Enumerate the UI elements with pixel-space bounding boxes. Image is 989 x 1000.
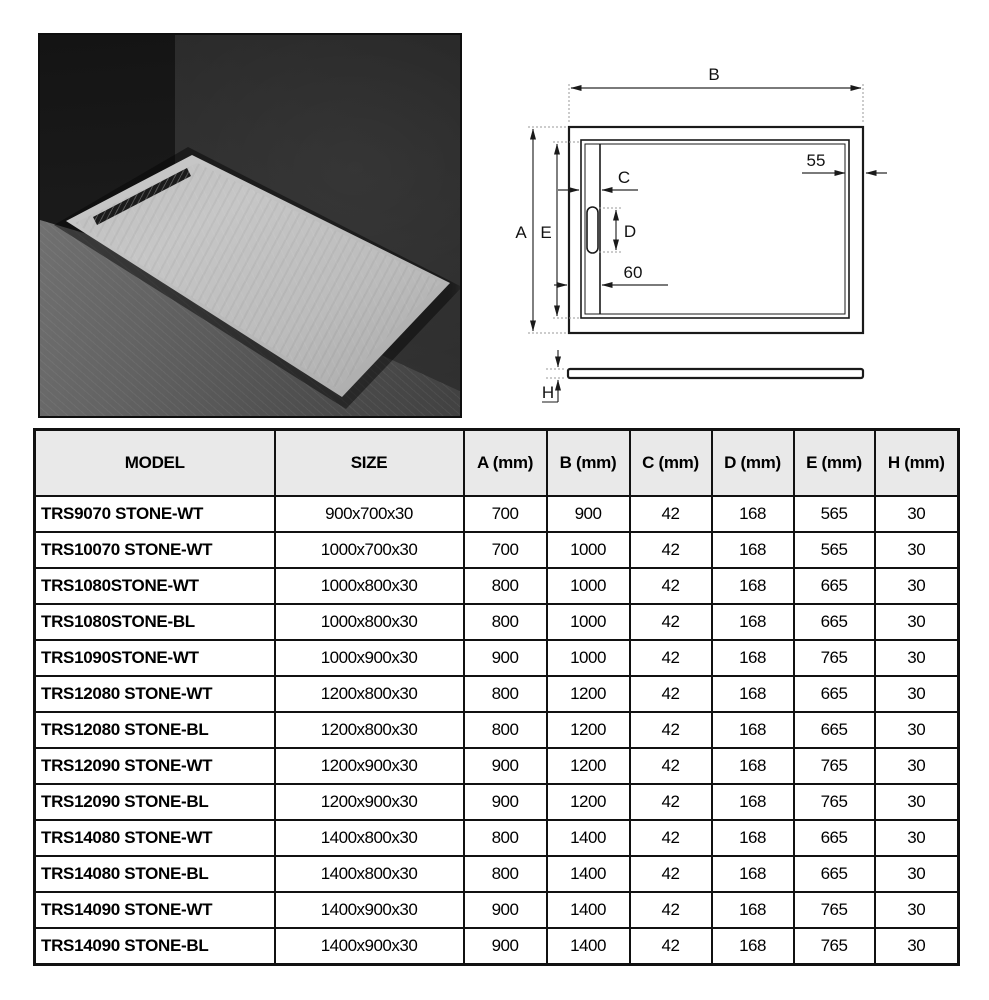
- cell-h: 30: [875, 676, 959, 712]
- cell-b: 900: [547, 496, 630, 532]
- cell-size: 1400x900x30: [275, 892, 464, 928]
- cell-b: 1400: [547, 928, 630, 965]
- cell-c: 42: [630, 748, 712, 784]
- dim-label-C: C: [617, 168, 631, 187]
- cell-h: 30: [875, 928, 959, 965]
- cell-size: 1000x800x30: [275, 568, 464, 604]
- cell-c: 42: [630, 676, 712, 712]
- cell-model: TRS14080 STONE-BL: [35, 856, 275, 892]
- cell-c: 42: [630, 640, 712, 676]
- cell-c: 42: [630, 856, 712, 892]
- table-row: [35, 712, 959, 748]
- cell-size: 1200x800x30: [275, 676, 464, 712]
- cell-model: TRS14080 STONE-WT: [35, 820, 275, 856]
- cell-d: 168: [712, 604, 794, 640]
- dimension-diagram: [500, 40, 989, 420]
- cell-b: 1200: [547, 784, 630, 820]
- cell-h: 30: [875, 604, 959, 640]
- cell-h: 30: [875, 568, 959, 604]
- cell-c: 42: [630, 784, 712, 820]
- table-row: [35, 748, 959, 784]
- header-row: [35, 430, 959, 497]
- table-row: [35, 676, 959, 712]
- cell-c: 42: [630, 820, 712, 856]
- cell-e: 665: [794, 604, 875, 640]
- header-h: H (mm): [875, 430, 959, 497]
- table-row: [35, 640, 959, 676]
- cell-d: 168: [712, 784, 794, 820]
- cell-e: 765: [794, 928, 875, 965]
- cell-e: 665: [794, 856, 875, 892]
- table-row: [35, 892, 959, 928]
- cell-c: 42: [630, 496, 712, 532]
- cell-size: 1000x800x30: [275, 604, 464, 640]
- cell-model: TRS14090 STONE-BL: [35, 928, 275, 965]
- cell-b: 1000: [547, 532, 630, 568]
- cell-b: 1200: [547, 748, 630, 784]
- cell-b: 1000: [547, 568, 630, 604]
- cell-model: TRS12080 STONE-WT: [35, 676, 275, 712]
- cell-h: 30: [875, 892, 959, 928]
- tray-side-view: [568, 369, 863, 378]
- cell-b: 1400: [547, 856, 630, 892]
- cell-model: TRS12090 STONE-WT: [35, 748, 275, 784]
- cell-b: 1400: [547, 892, 630, 928]
- cell-size: 1200x900x30: [275, 784, 464, 820]
- spec-table-body: [35, 496, 959, 965]
- cell-size: 1200x800x30: [275, 712, 464, 748]
- cell-c: 42: [630, 712, 712, 748]
- cell-e: 565: [794, 496, 875, 532]
- table-row: [35, 784, 959, 820]
- cell-a: 900: [464, 892, 547, 928]
- cell-d: 168: [712, 640, 794, 676]
- cell-b: 1400: [547, 820, 630, 856]
- cell-h: 30: [875, 748, 959, 784]
- cell-model: TRS9070 STONE-WT: [35, 496, 275, 532]
- table-row: [35, 928, 959, 965]
- header-b: B (mm): [547, 430, 630, 497]
- cell-d: 168: [712, 928, 794, 965]
- cell-size: 1000x700x30: [275, 532, 464, 568]
- cell-b: 1200: [547, 712, 630, 748]
- cell-model: TRS1080STONE-WT: [35, 568, 275, 604]
- cell-size: 900x700x30: [275, 496, 464, 532]
- dim-label-A: A: [515, 223, 527, 242]
- cell-a: 900: [464, 748, 547, 784]
- cell-e: 665: [794, 676, 875, 712]
- cell-d: 168: [712, 748, 794, 784]
- cell-e: 765: [794, 640, 875, 676]
- cell-a: 700: [464, 496, 547, 532]
- cell-e: 665: [794, 712, 875, 748]
- drain-slot: [587, 207, 598, 253]
- cell-e: 665: [794, 568, 875, 604]
- cell-size: 1400x800x30: [275, 820, 464, 856]
- cell-model: TRS1080STONE-BL: [35, 604, 275, 640]
- header-d: D (mm): [712, 430, 794, 497]
- cell-a: 900: [464, 640, 547, 676]
- header-size: SIZE: [275, 430, 464, 497]
- cell-c: 42: [630, 892, 712, 928]
- spec-table: [33, 428, 960, 966]
- header-c: C (mm): [630, 430, 712, 497]
- cell-h: 30: [875, 496, 959, 532]
- cell-b: 1200: [547, 676, 630, 712]
- cell-a: 900: [464, 928, 547, 965]
- cell-e: 765: [794, 748, 875, 784]
- cell-model: TRS10070 STONE-WT: [35, 532, 275, 568]
- table-row: [35, 568, 959, 604]
- cell-d: 168: [712, 568, 794, 604]
- cell-c: 42: [630, 928, 712, 965]
- cell-a: 800: [464, 712, 547, 748]
- cell-size: 1000x900x30: [275, 640, 464, 676]
- table-row: [35, 604, 959, 640]
- cell-a: 900: [464, 784, 547, 820]
- cell-c: 42: [630, 604, 712, 640]
- cell-model: TRS1090STONE-WT: [35, 640, 275, 676]
- cell-h: 30: [875, 820, 959, 856]
- dim-label-B: B: [708, 65, 720, 84]
- cell-d: 168: [712, 496, 794, 532]
- cell-d: 168: [712, 856, 794, 892]
- cell-size: 1400x800x30: [275, 856, 464, 892]
- cell-e: 765: [794, 892, 875, 928]
- cell-d: 168: [712, 712, 794, 748]
- table-row: [35, 532, 959, 568]
- table-row: [35, 856, 959, 892]
- dim-label-55: 55: [806, 151, 826, 170]
- cell-h: 30: [875, 712, 959, 748]
- cell-a: 800: [464, 604, 547, 640]
- cell-model: TRS12090 STONE-BL: [35, 784, 275, 820]
- cell-h: 30: [875, 856, 959, 892]
- dim-label-D: D: [623, 222, 637, 241]
- cell-b: 1000: [547, 604, 630, 640]
- cell-a: 700: [464, 532, 547, 568]
- cell-d: 168: [712, 532, 794, 568]
- cell-a: 800: [464, 676, 547, 712]
- cell-c: 42: [630, 568, 712, 604]
- cell-model: TRS14090 STONE-WT: [35, 892, 275, 928]
- dim-label-60: 60: [623, 263, 643, 282]
- cell-e: 765: [794, 784, 875, 820]
- dim-label-E: E: [540, 223, 552, 242]
- cell-a: 800: [464, 820, 547, 856]
- header-e: E (mm): [794, 430, 875, 497]
- header-model: MODEL: [35, 430, 275, 497]
- cell-h: 30: [875, 532, 959, 568]
- spec-table-header: [35, 430, 959, 497]
- dim-label-H: H: [541, 383, 555, 402]
- cell-d: 168: [712, 892, 794, 928]
- cell-d: 168: [712, 820, 794, 856]
- cell-d: 168: [712, 676, 794, 712]
- table-row: [35, 496, 959, 532]
- cell-h: 30: [875, 640, 959, 676]
- table-row: [35, 820, 959, 856]
- cell-model: TRS12080 STONE-BL: [35, 712, 275, 748]
- product-photo: [38, 33, 462, 418]
- cell-size: 1200x900x30: [275, 748, 464, 784]
- cell-a: 800: [464, 856, 547, 892]
- cell-size: 1400x900x30: [275, 928, 464, 965]
- cell-b: 1000: [547, 640, 630, 676]
- cell-h: 30: [875, 784, 959, 820]
- cell-e: 565: [794, 532, 875, 568]
- cell-c: 42: [630, 532, 712, 568]
- header-a: A (mm): [464, 430, 547, 497]
- cell-e: 665: [794, 820, 875, 856]
- cell-a: 800: [464, 568, 547, 604]
